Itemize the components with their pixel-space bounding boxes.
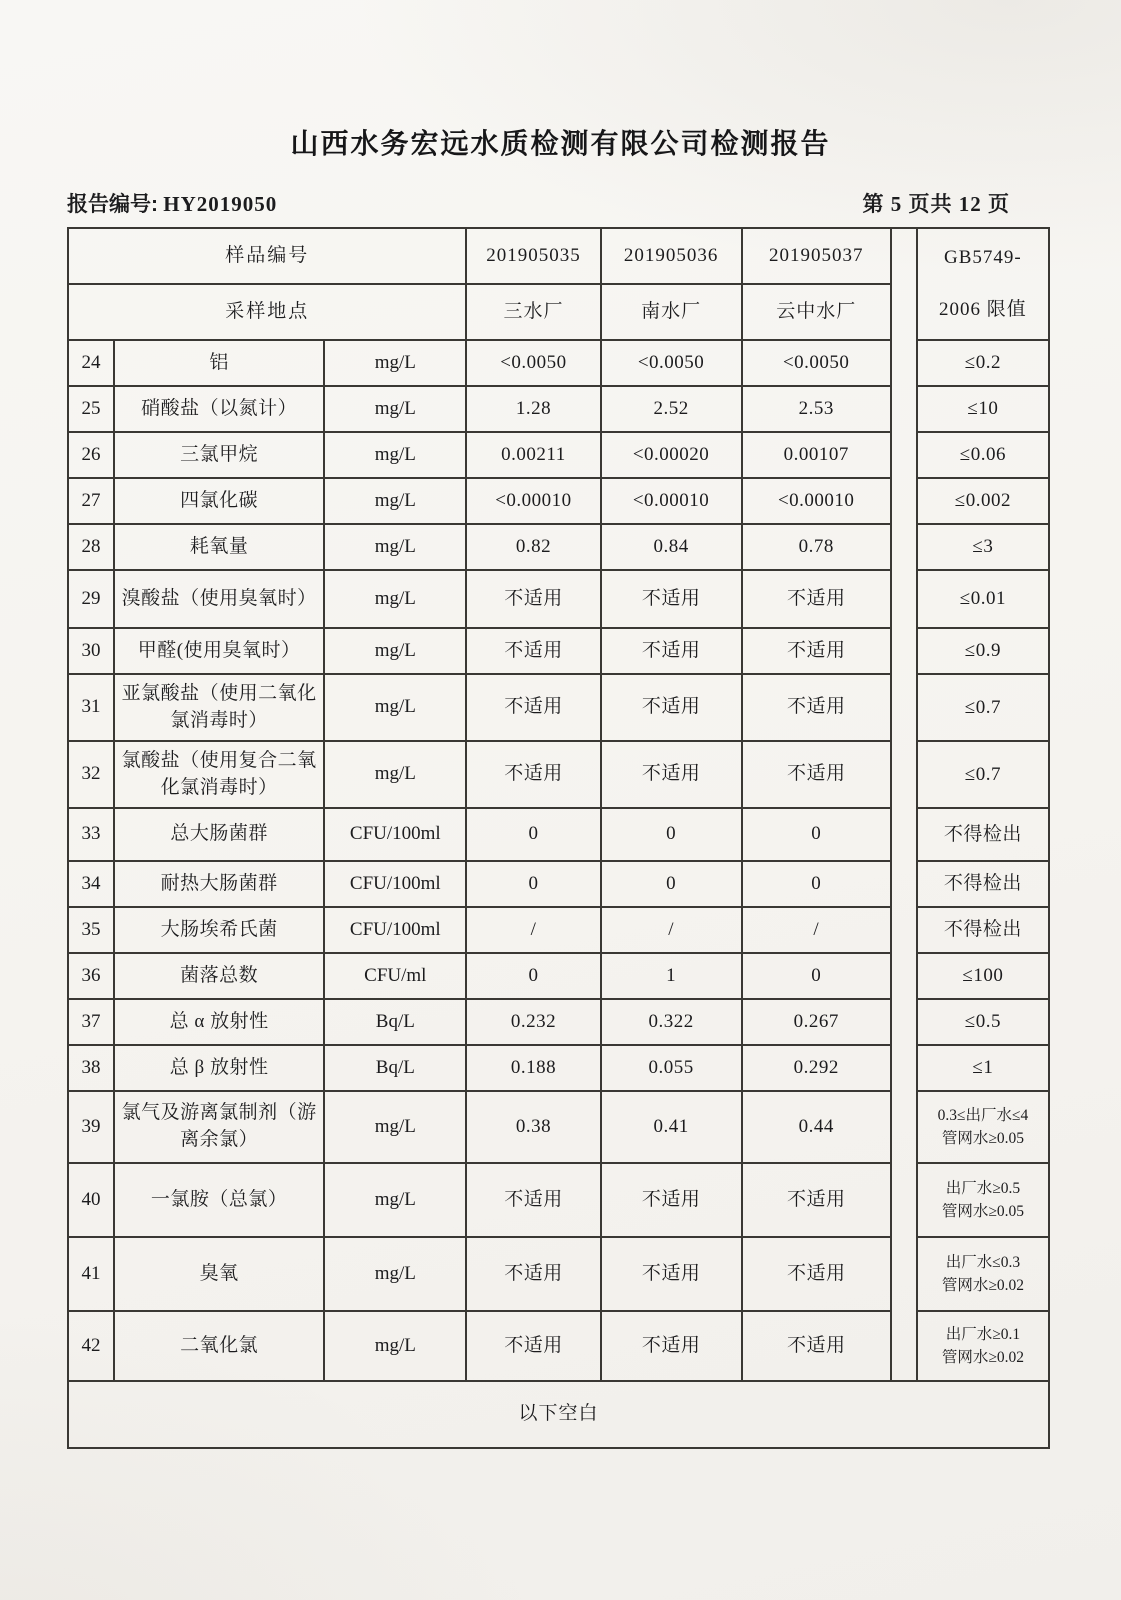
- param-name-cell: 亚氯酸盐（使用二氧化氯消毒时）: [114, 674, 324, 741]
- value-cell-sample2: 0.84: [601, 524, 742, 570]
- param-unit-cell: mg/L: [324, 1091, 466, 1163]
- value-cell-sample1: 0.82: [466, 524, 600, 570]
- value-cell-sample3: 0.78: [742, 524, 891, 570]
- page-indicator: 第 5 页共 12 页: [862, 192, 1010, 216]
- value-cell-sample2: 1: [601, 953, 742, 999]
- header-row-sample-ids: [68, 228, 1049, 284]
- sample-id-cell-2: 201905036: [601, 228, 742, 284]
- limit-header-line1: GB5749-: [944, 247, 1022, 268]
- value-cell-sample3: 2.53: [742, 386, 891, 432]
- value-cell-sample1: <0.0050: [466, 340, 600, 386]
- report-number-value: HY2019050: [163, 192, 278, 216]
- sample-id-cell-1: 201905035: [466, 228, 600, 284]
- param-name-cell: 耗氧量: [114, 524, 324, 570]
- limit-cell: ≤0.06: [917, 432, 1049, 478]
- param-index-cell: 30: [68, 628, 114, 674]
- param-unit-cell: mg/L: [324, 478, 466, 524]
- footer-note-cell: 以下空白: [68, 1381, 1049, 1448]
- results-table: [67, 227, 1050, 1449]
- param-index-cell: 40: [68, 1163, 114, 1237]
- value-cell-sample1: 0.38: [466, 1091, 600, 1163]
- value-cell-sample3: <0.0050: [742, 340, 891, 386]
- value-cell-sample3: 不适用: [742, 1311, 891, 1381]
- param-unit-cell: mg/L: [324, 340, 466, 386]
- param-index-cell: 24: [68, 340, 114, 386]
- param-index-cell: 42: [68, 1311, 114, 1381]
- param-unit-cell: mg/L: [324, 741, 466, 808]
- value-cell-sample3: 不适用: [742, 741, 891, 808]
- sampling-location-label-cell: 采样地点: [68, 284, 466, 340]
- param-unit-cell: mg/L: [324, 570, 466, 628]
- param-unit-cell: mg/L: [324, 674, 466, 741]
- param-name-cell: 铝: [114, 340, 324, 386]
- param-index-cell: 41: [68, 1237, 114, 1311]
- limit-cell: ≤0.9: [917, 628, 1049, 674]
- limit-header-line2: 2006 限值: [939, 299, 1027, 321]
- param-unit-cell: mg/L: [324, 628, 466, 674]
- limit-header-lines: [922, 232, 1044, 336]
- report-number-label: 报告编号:: [67, 193, 158, 216]
- limit-cell: 不得检出: [917, 808, 1049, 861]
- param-unit-cell: mg/L: [324, 524, 466, 570]
- value-cell-sample2: 0.055: [601, 1045, 742, 1091]
- param-index-cell: 32: [68, 741, 114, 808]
- value-cell-sample3: 0.267: [742, 999, 891, 1045]
- location-cell-2: 南水厂: [601, 284, 742, 340]
- value-cell-sample3: 不适用: [742, 1237, 891, 1311]
- param-name-cell: 三氯甲烷: [114, 432, 324, 478]
- limit-cell: 出厂水≥0.1 管网水≥0.02: [917, 1311, 1049, 1381]
- limit-cell: 不得检出: [917, 861, 1049, 907]
- param-name-cell: 氯酸盐（使用复合二氧化氯消毒时）: [114, 741, 324, 808]
- param-name-cell: 总 α 放射性: [114, 999, 324, 1045]
- limit-cell: 0.3≤出厂水≤4 管网水≥0.05: [917, 1091, 1049, 1163]
- limit-cell: ≤0.7: [917, 674, 1049, 741]
- spacer-column: [891, 228, 917, 1381]
- param-index-cell: 37: [68, 999, 114, 1045]
- param-index-cell: 33: [68, 808, 114, 861]
- value-cell-sample2: 不适用: [601, 570, 742, 628]
- param-name-cell: 总大肠菌群: [114, 808, 324, 861]
- param-index-cell: 36: [68, 953, 114, 999]
- value-cell-sample2: 不适用: [601, 674, 742, 741]
- param-unit-cell: Bq/L: [324, 999, 466, 1045]
- param-name-cell: 耐热大肠菌群: [114, 861, 324, 907]
- param-index-cell: 34: [68, 861, 114, 907]
- value-cell-sample1: 不适用: [466, 741, 600, 808]
- param-name-cell: 氯气及游离氯制剂（游离余氯）: [114, 1091, 324, 1163]
- param-name-cell: 甲醛(使用臭氧时）: [114, 628, 324, 674]
- footer-row: [68, 1381, 1049, 1448]
- report-title: 山西水务宏远水质检测有限公司检测报告: [290, 128, 831, 159]
- param-unit-cell: CFU/ml: [324, 953, 466, 999]
- value-cell-sample1: 不适用: [466, 570, 600, 628]
- param-name-cell: 二氧化氯: [114, 1311, 324, 1381]
- param-index-cell: 38: [68, 1045, 114, 1091]
- param-index-cell: 25: [68, 386, 114, 432]
- param-unit-cell: mg/L: [324, 432, 466, 478]
- limit-cell: ≤0.2: [917, 340, 1049, 386]
- value-cell-sample3: 0: [742, 808, 891, 861]
- value-cell-sample2: 0.41: [601, 1091, 742, 1163]
- value-cell-sample1: 不适用: [466, 628, 600, 674]
- value-cell-sample3: 不适用: [742, 674, 891, 741]
- report-meta-row: [67, 188, 1050, 218]
- value-cell-sample3: 0: [742, 953, 891, 999]
- param-name-cell: 总 β 放射性: [114, 1045, 324, 1091]
- param-index-cell: 35: [68, 907, 114, 953]
- param-unit-cell: CFU/100ml: [324, 808, 466, 861]
- limit-cell: ≤0.7: [917, 741, 1049, 808]
- value-cell-sample3: 不适用: [742, 570, 891, 628]
- value-cell-sample1: 1.28: [466, 386, 600, 432]
- param-unit-cell: CFU/100ml: [324, 861, 466, 907]
- param-unit-cell: mg/L: [324, 386, 466, 432]
- value-cell-sample2: 不适用: [601, 1237, 742, 1311]
- value-cell-sample2: <0.0050: [601, 340, 742, 386]
- param-name-cell: 大肠埃希氏菌: [114, 907, 324, 953]
- value-cell-sample2: <0.00010: [601, 478, 742, 524]
- limit-cell: ≤1: [917, 1045, 1049, 1091]
- limit-cell: ≤0.01: [917, 570, 1049, 628]
- value-cell-sample1: 0.232: [466, 999, 600, 1045]
- sample-number-label-cell: 样品编号: [68, 228, 466, 284]
- value-cell-sample2: 不适用: [601, 741, 742, 808]
- param-index-cell: 28: [68, 524, 114, 570]
- param-index-cell: 27: [68, 478, 114, 524]
- value-cell-sample2: 0.322: [601, 999, 742, 1045]
- location-cell-1: 三水厂: [466, 284, 600, 340]
- limit-cell: 出厂水≥0.5 管网水≥0.05: [917, 1163, 1049, 1237]
- param-unit-cell: mg/L: [324, 1311, 466, 1381]
- value-cell-sample2: 0: [601, 861, 742, 907]
- value-cell-sample3: 0.44: [742, 1091, 891, 1163]
- param-name-cell: 溴酸盐（使用臭氧时）: [114, 570, 324, 628]
- value-cell-sample1: 不适用: [466, 1311, 600, 1381]
- value-cell-sample2: 2.52: [601, 386, 742, 432]
- param-name-cell: 一氯胺（总氯）: [114, 1163, 324, 1237]
- param-name-cell: 臭氧: [114, 1237, 324, 1311]
- value-cell-sample1: <0.00010: [466, 478, 600, 524]
- param-unit-cell: mg/L: [324, 1237, 466, 1311]
- param-index-cell: 29: [68, 570, 114, 628]
- param-unit-cell: CFU/100ml: [324, 907, 466, 953]
- param-index-cell: 26: [68, 432, 114, 478]
- limit-cell: ≤0.002: [917, 478, 1049, 524]
- sample-id-cell-3: 201905037: [742, 228, 891, 284]
- param-unit-cell: Bq/L: [324, 1045, 466, 1091]
- value-cell-sample1: 0.00211: [466, 432, 600, 478]
- value-cell-sample3: /: [742, 907, 891, 953]
- limit-header-cell: [917, 228, 1049, 340]
- value-cell-sample2: 不适用: [601, 1163, 742, 1237]
- report-number: [67, 188, 277, 218]
- limit-cell: ≤0.5: [917, 999, 1049, 1045]
- value-cell-sample1: 0: [466, 953, 600, 999]
- param-unit-cell: mg/L: [324, 1163, 466, 1237]
- value-cell-sample1: 0.188: [466, 1045, 600, 1091]
- limit-cell: ≤10: [917, 386, 1049, 432]
- limit-cell: 出厂水≤0.3 管网水≥0.02: [917, 1237, 1049, 1311]
- value-cell-sample3: <0.00010: [742, 478, 891, 524]
- param-index-cell: 31: [68, 674, 114, 741]
- value-cell-sample2: 0: [601, 808, 742, 861]
- value-cell-sample2: /: [601, 907, 742, 953]
- value-cell-sample1: 不适用: [466, 674, 600, 741]
- value-cell-sample3: 不适用: [742, 628, 891, 674]
- value-cell-sample2: <0.00020: [601, 432, 742, 478]
- value-cell-sample3: 0.00107: [742, 432, 891, 478]
- value-cell-sample1: 0: [466, 861, 600, 907]
- param-index-cell: 39: [68, 1091, 114, 1163]
- value-cell-sample3: 不适用: [742, 1163, 891, 1237]
- param-name-cell: 硝酸盐（以氮计）: [114, 386, 324, 432]
- limit-cell: ≤3: [917, 524, 1049, 570]
- value-cell-sample1: 不适用: [466, 1237, 600, 1311]
- value-cell-sample1: 不适用: [466, 1163, 600, 1237]
- limit-cell: 不得检出: [917, 907, 1049, 953]
- param-name-cell: 菌落总数: [114, 953, 324, 999]
- value-cell-sample2: 不适用: [601, 628, 742, 674]
- value-cell-sample1: /: [466, 907, 600, 953]
- limit-cell: ≤100: [917, 953, 1049, 999]
- location-cell-3: 云中水厂: [742, 284, 891, 340]
- value-cell-sample2: 不适用: [601, 1311, 742, 1381]
- value-cell-sample3: 0.292: [742, 1045, 891, 1091]
- param-name-cell: 四氯化碳: [114, 478, 324, 524]
- value-cell-sample1: 0: [466, 808, 600, 861]
- value-cell-sample3: 0: [742, 861, 891, 907]
